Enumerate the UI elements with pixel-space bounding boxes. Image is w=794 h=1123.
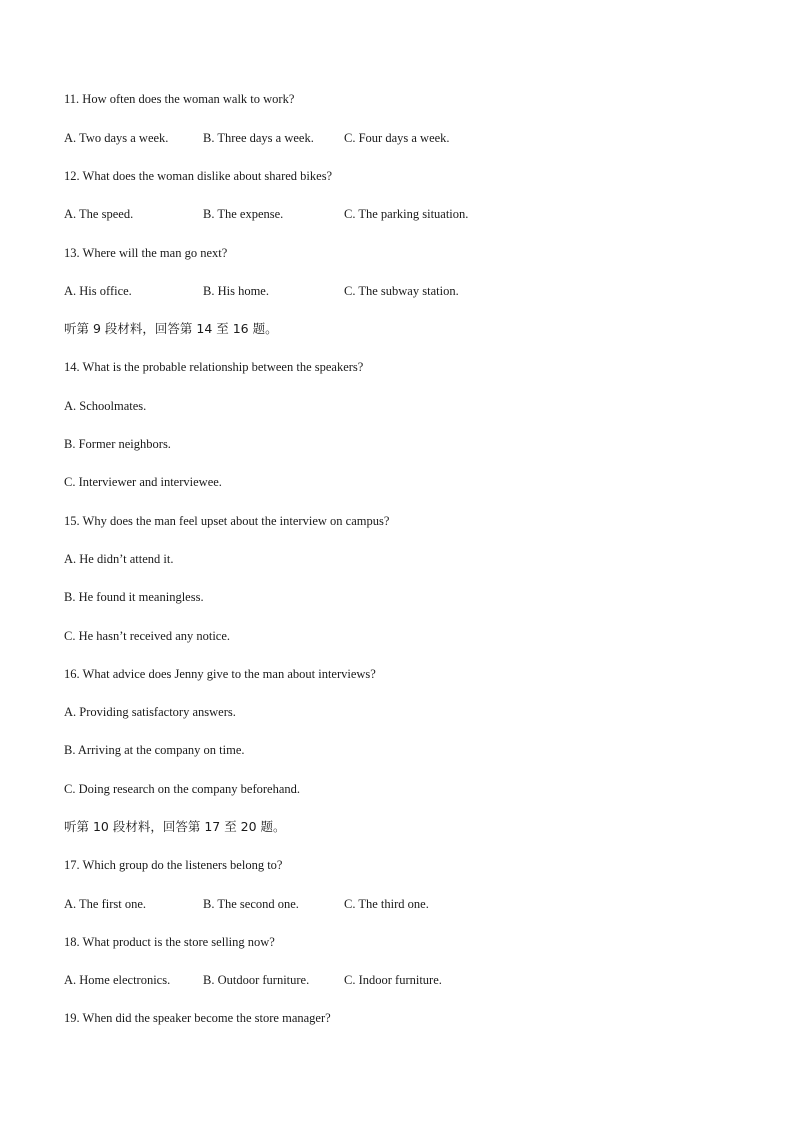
question-11: 11. How often does the woman walk to work?: [64, 92, 295, 106]
q15-option-a: A. He didn’t attend it.: [64, 552, 174, 566]
question-19: 19. When did the speaker become the store manager?: [64, 1011, 331, 1025]
question-18: 18. What product is the store selling now?: [64, 935, 275, 949]
q14-option-a: A. Schoolmates.: [64, 399, 147, 413]
question-13: 13. Where will the man go next?: [64, 246, 228, 260]
q17-option-a: A. The first one.: [64, 897, 147, 911]
q16-option-b: B. Arriving at the company on time.: [64, 743, 245, 757]
q13-option-a: A. His office.: [64, 284, 132, 298]
q15-option-b: B. He found it meaningless.: [64, 590, 204, 604]
question-17: 17. Which group do the listeners belong to?: [64, 858, 283, 872]
q18-option-c: C. Indoor furniture.: [344, 973, 442, 987]
question-14: 14. What is the probable relationship between the speakers?: [64, 360, 364, 374]
q15-option-c: C. He hasn’t received any notice.: [64, 629, 231, 643]
q16-option-c: C. Doing research on the company beforehand.: [64, 782, 301, 796]
section-9-instruction: 听第 9 段材料，回答第 14 至 16 题。: [64, 321, 278, 336]
q11-option-c: C. Four days a week.: [344, 131, 450, 145]
question-15: 15. Why does the man feel upset about the interview on campus?: [64, 514, 390, 528]
q18-option-b: B. Outdoor furniture.: [203, 973, 310, 987]
q11-option-a: A. Two days a week.: [64, 131, 169, 145]
q14-option-c: C. Interviewer and interviewee.: [64, 475, 222, 489]
q12-option-c: C. The parking situation.: [344, 207, 469, 221]
question-16: 16. What advice does Jenny give to the man about interviews?: [64, 667, 376, 681]
q18-option-a: A. Home electronics.: [64, 973, 171, 987]
q13-option-b: B. His home.: [203, 284, 269, 298]
q14-option-b: B. Former neighbors.: [64, 437, 171, 451]
q16-option-a: A. Providing satisfactory answers.: [64, 705, 236, 719]
q11-option-b: B. Three days a week.: [203, 131, 314, 145]
q17-option-b: B. The second one.: [203, 897, 299, 911]
section-10-instruction: 听第 10 段材料，回答第 17 至 20 题。: [64, 819, 286, 834]
q12-option-a: A. The speed.: [64, 207, 134, 221]
q13-option-c: C. The subway station.: [344, 284, 459, 298]
q17-option-c: C. The third one.: [344, 897, 429, 911]
question-12: 12. What does the woman dislike about shared bikes?: [64, 169, 333, 183]
q12-option-b: B. The expense.: [203, 207, 284, 221]
